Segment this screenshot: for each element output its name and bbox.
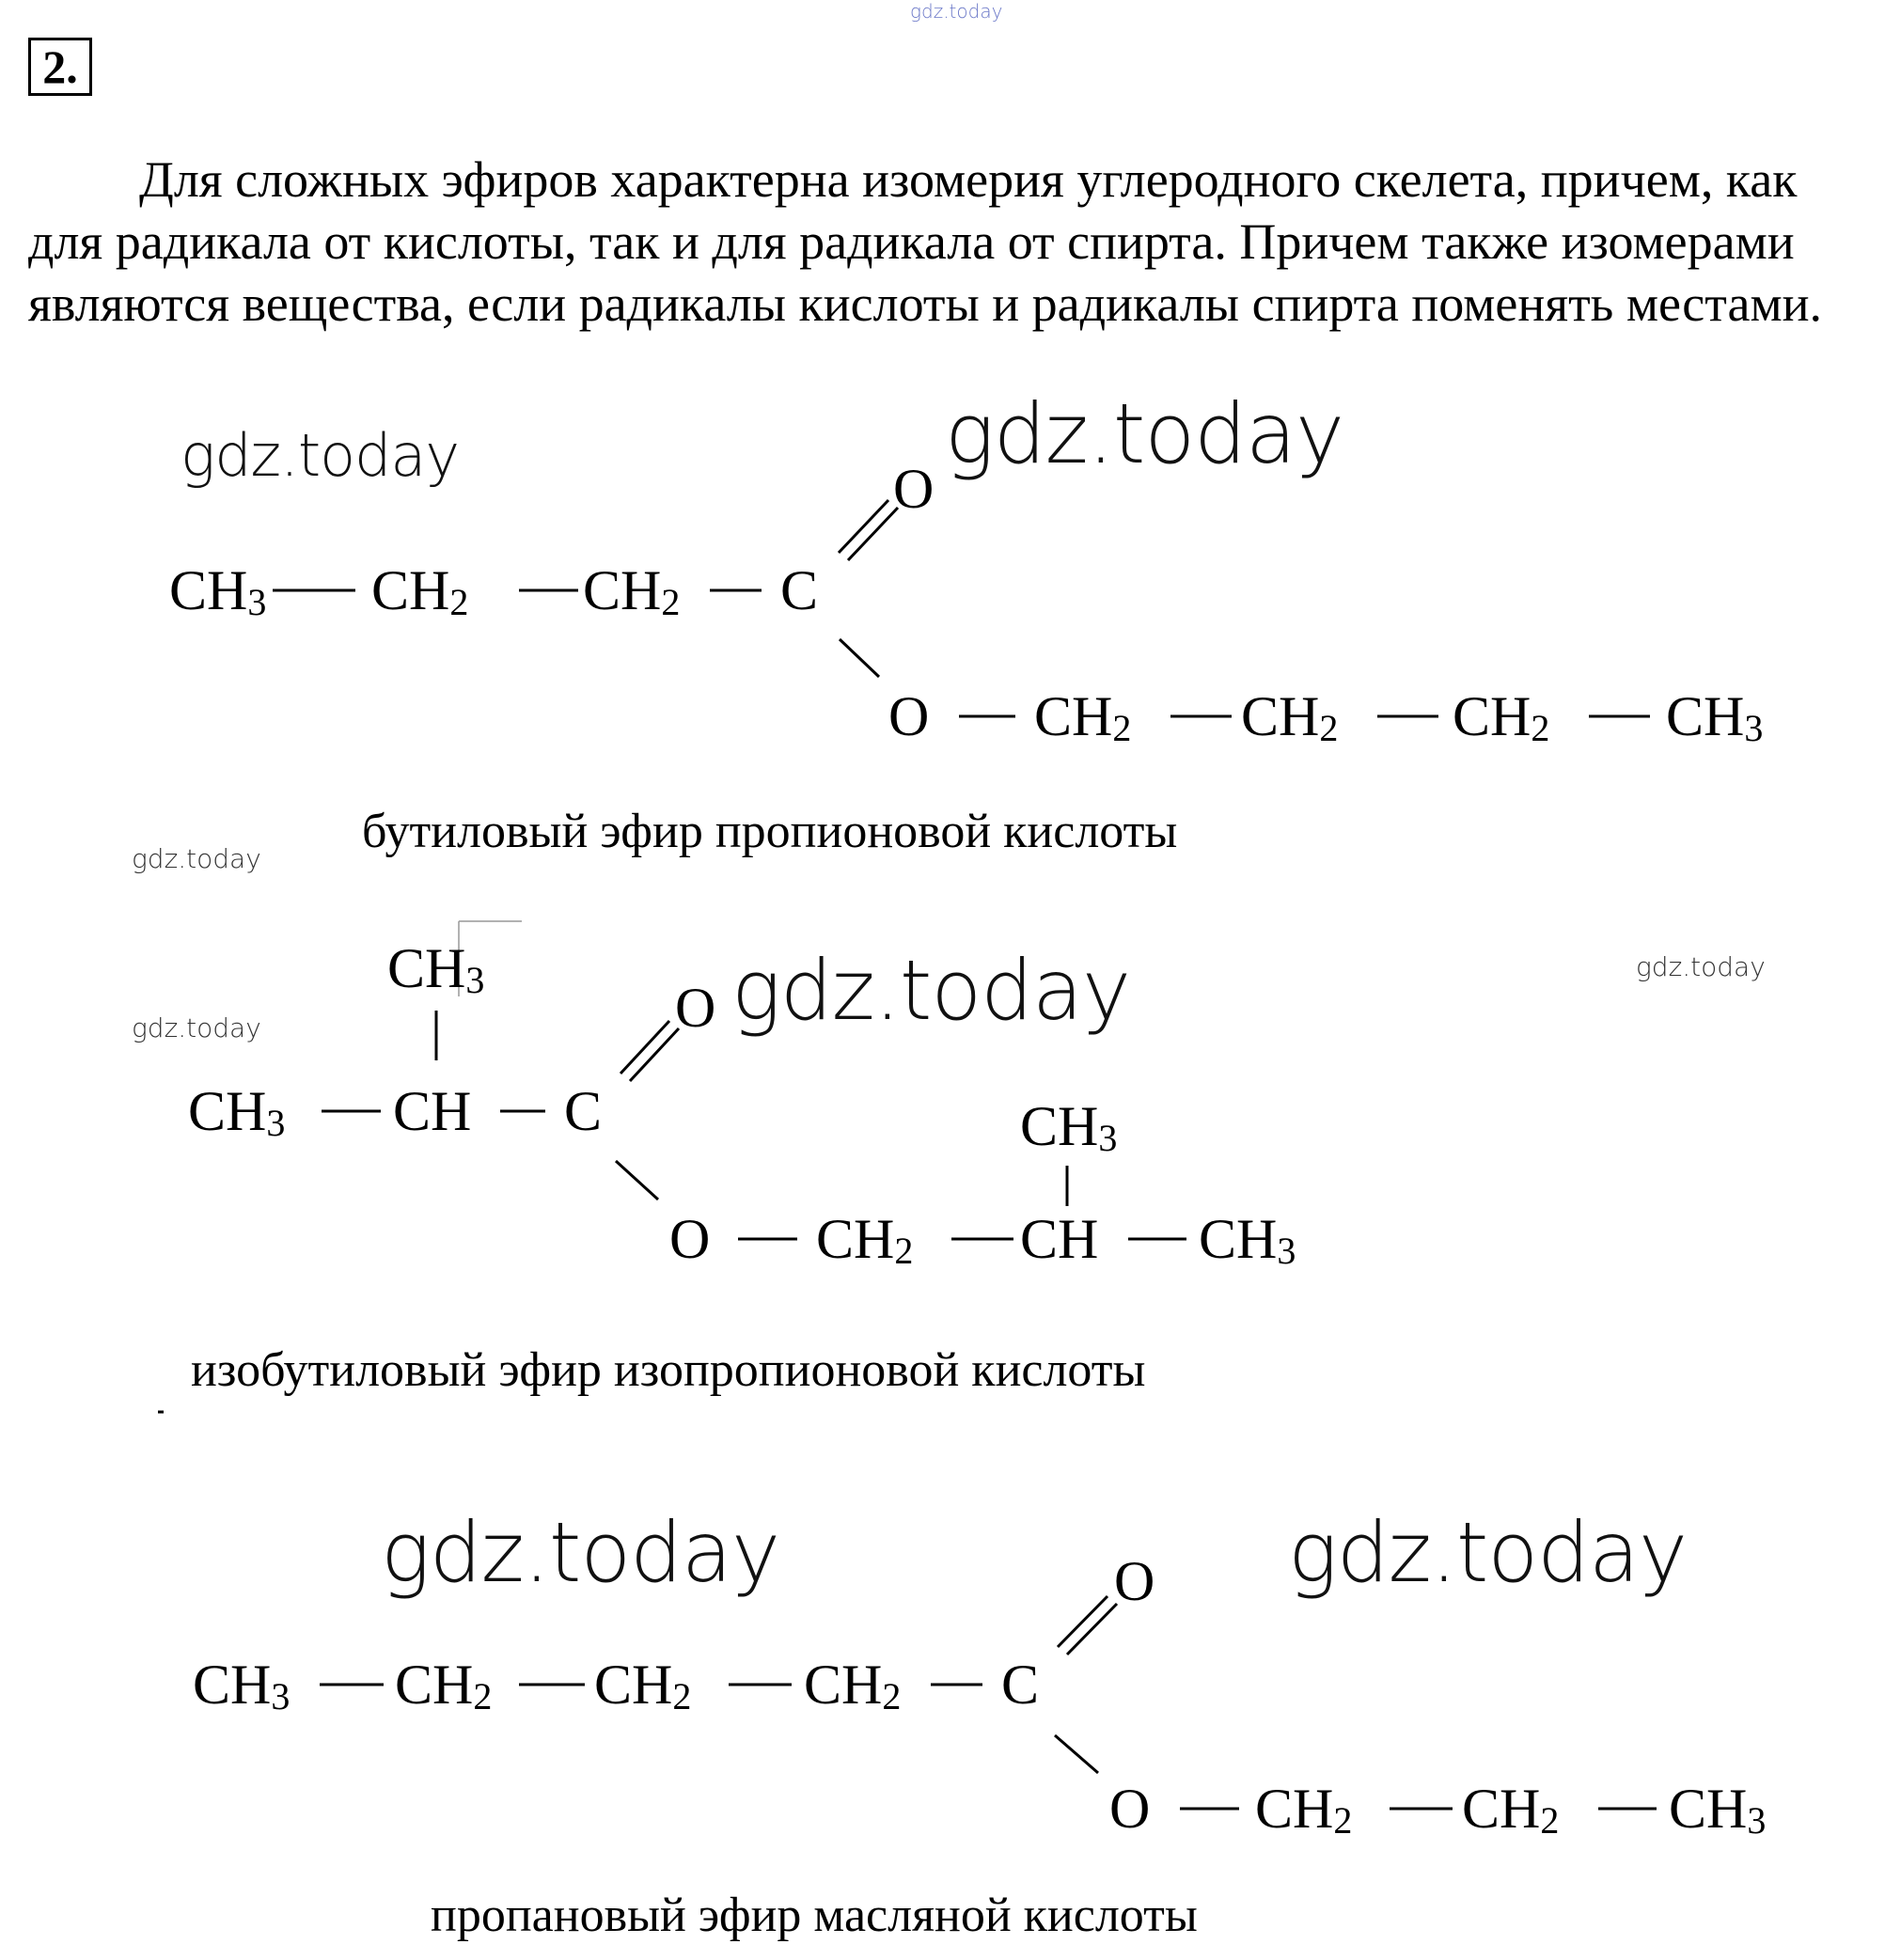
bond (1055, 1735, 1098, 1773)
watermark: gdz.today (381, 1504, 780, 1601)
atom-group: $CH_3$ (193, 1654, 291, 1717)
atom-group: $CH_2$ (594, 1654, 692, 1717)
atom-carbon: C (564, 1080, 603, 1142)
formula-caption: пропановый эфир масляной кислоты (431, 1889, 1198, 1942)
atom-group: $CH_2$ (1462, 1778, 1560, 1842)
atom-oxygen: O (1109, 1778, 1151, 1840)
watermark: gdz.today (1288, 1504, 1688, 1601)
atom-group: $CH_3$ (1199, 1208, 1296, 1272)
atom-group: $CH_3$ (1666, 685, 1764, 749)
atom-oxygen: O (675, 977, 716, 1039)
atom-group: $CH_3$ (169, 559, 267, 623)
atom-oxygen: O (669, 1208, 711, 1270)
watermark: gdz.today (181, 421, 460, 490)
atom-group: $CH_2$ (371, 559, 469, 623)
atom-group: $CH_2$ (395, 1654, 493, 1717)
atom-group: $CH_2$ (1255, 1778, 1353, 1842)
problem-number: 2. (28, 38, 92, 96)
atom-oxygen: O (1114, 1550, 1155, 1612)
watermark: gdz.today (132, 1012, 261, 1043)
atom-group: $CH_2$ (804, 1654, 902, 1717)
watermark-top: gdz.today (910, 0, 1003, 23)
atom-group: $CH_3$ (387, 937, 485, 1001)
atom-group: $CH_2$ (1453, 685, 1550, 749)
atom-carbon: C (780, 559, 819, 621)
atom-group: $CH_2$ (816, 1208, 914, 1272)
watermark: gdz.today (132, 843, 261, 874)
watermark: gdz.today (945, 385, 1344, 482)
bond (840, 639, 879, 677)
formula-caption: изобутиловый эфир изопропионовой кислоты (191, 1343, 1146, 1397)
atom-oxygen: O (893, 458, 935, 520)
atom-group: $CH_3$ (188, 1080, 286, 1144)
atom-group: $CH_2$ (583, 559, 681, 623)
formula-caption: бутиловый эфир пропионовой кислоты (362, 805, 1178, 858)
atom-group: $CH_3$ (1020, 1095, 1118, 1159)
intro-text: Для сложных эфиров характерна изомерия углеродного скелета, причем, как для радикала от кислоты, так и для радикала от спирта. Причем также изомерами являются вещества, если радикалы кислоты и радикалы спирта поменять местами. (28, 151, 1823, 332)
watermark: gdz.today (731, 942, 1131, 1039)
atom-group: $CH_2$ (1034, 685, 1132, 749)
watermark: gdz.today (1636, 951, 1766, 982)
atom-oxygen: O (888, 685, 930, 747)
atom-group: CH (1020, 1208, 1099, 1270)
atom-carbon: C (1001, 1654, 1040, 1716)
bond (616, 1161, 658, 1200)
atom-group: CH (393, 1080, 472, 1142)
atom-group: $CH_2$ (1241, 685, 1339, 749)
atom-group: $CH_3$ (1669, 1778, 1767, 1842)
